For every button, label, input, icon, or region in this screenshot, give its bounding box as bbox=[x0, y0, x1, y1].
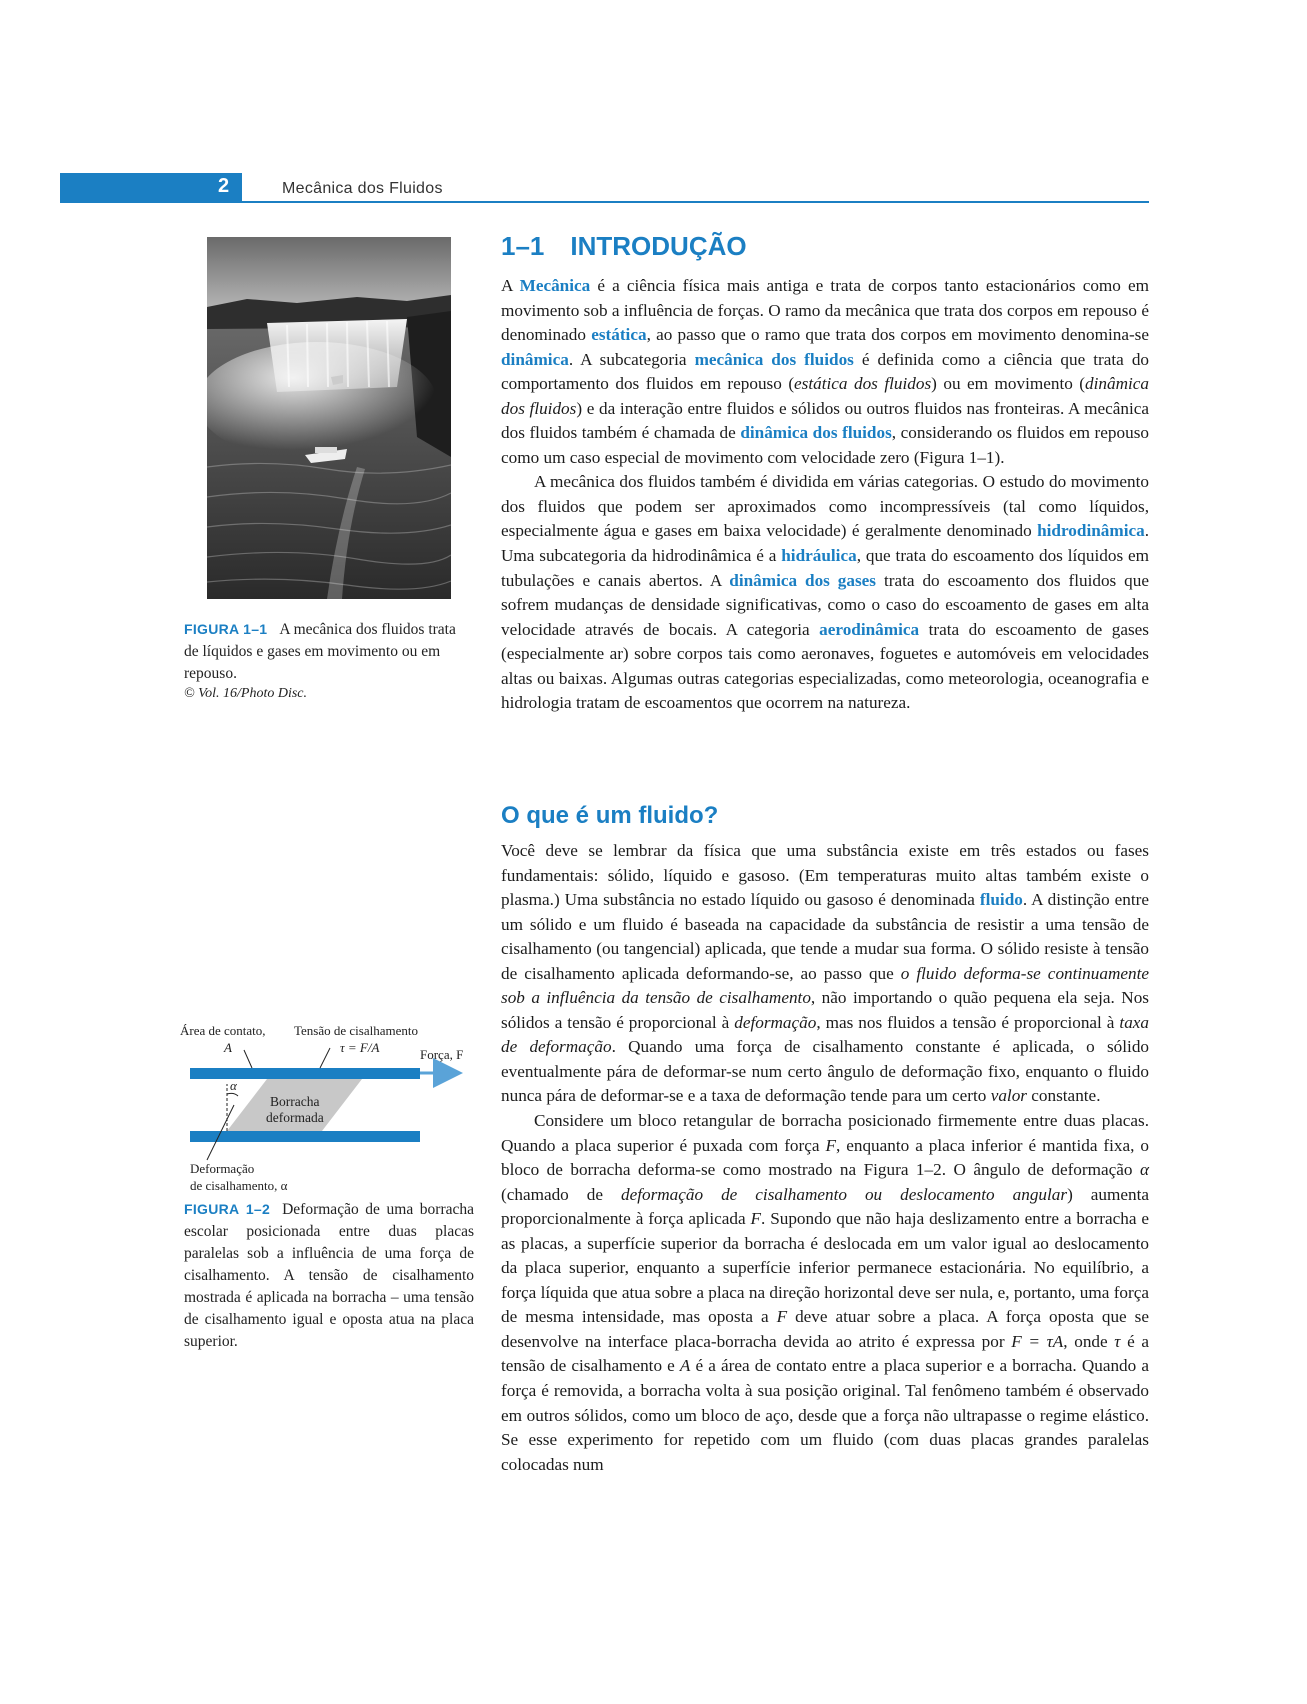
figure-1-2-caption bbox=[184, 1198, 474, 1353]
italic-term: dinâmica dos fluidos bbox=[501, 374, 1149, 418]
text-run: (chamado de bbox=[501, 1184, 621, 1204]
figure-1-1-caption-text: A mecânica dos fluidos trata de líquidos e gases em movimento ou em repouso. bbox=[184, 621, 456, 682]
text-run: ) ou em movimento ( bbox=[931, 374, 1086, 394]
header-bar bbox=[60, 173, 242, 203]
label-rubber: Borracha bbox=[270, 1094, 320, 1109]
section-heading bbox=[501, 231, 747, 262]
text-run: é definida como a ciência que trata do comportamento dos fluidos em repouso ( bbox=[501, 349, 1150, 394]
italic-term: deformação de cisalhamento ou deslocamento angular bbox=[620, 1184, 1068, 1204]
figure-1-1-label: FIGURA 1–1 bbox=[184, 621, 268, 637]
section-2-body bbox=[501, 839, 1149, 1477]
label-deformation: Deformação bbox=[190, 1161, 255, 1176]
text-run: , ao passo que o ramo que trata dos corpos em movimento denomina-se bbox=[646, 325, 1149, 345]
keyword: aerodinâmica bbox=[819, 619, 920, 639]
text-run: trata do escoamento dos fluidos que sofrem mudanças de densidade significativas, como o caso do escoamento de gases em alta velocidade através de bocais. A categoria bbox=[501, 570, 1149, 639]
keyword: fluido bbox=[979, 890, 1023, 910]
fluid-paragraph-2 bbox=[501, 1109, 1149, 1477]
text-run: . Quando uma força de cisalhamento constante é aplicada, o sólido eventualmente pára de deformar-se num certo ângulo de deformação fixo, enquanto o fluido nunca pára de deformar-se e a taxa de deformação tende para um certo bbox=[501, 1037, 1150, 1106]
text-run: é a área de contato entre a placa superior e a borracha. Quando a força é removida, a borracha volta à sua posição original. Tal fenômeno também é observado em outros sólidos, como um bloco de aço, desde que a força não ultrapasse o regime elástico. Se esse experimento for repetido com um fluido (com duas placas grandes paralelas colocadas num bbox=[501, 1356, 1149, 1474]
italic-term: valor bbox=[990, 1086, 1027, 1106]
alpha-arc bbox=[227, 1093, 238, 1096]
text-run: , enquanto a placa inferior é mantida fixa, o bloco de borracha deforma-se como mostrado na Figura 1–2. O ângulo de deformação bbox=[501, 1135, 1149, 1180]
label-shear-stress: Tensão de cisalhamento bbox=[294, 1023, 418, 1038]
subsection-heading: O que é um fluido? bbox=[501, 802, 719, 829]
lower-plate bbox=[190, 1131, 420, 1142]
italic-term: α bbox=[1139, 1160, 1149, 1180]
label-rubber-deformed: deformada bbox=[266, 1110, 324, 1125]
text-run: A bbox=[501, 276, 520, 295]
keyword: estática bbox=[591, 325, 647, 345]
text-run: Você deve se lembrar da física que uma substância existe em três estados ou fases fundamentais: sólido, líquido e gasoso. (Em temperaturas muito altas também existe o plasma.) Uma substância no estado líquido ou gasoso é denominada bbox=[501, 841, 1149, 910]
figure-1-1-caption bbox=[184, 618, 474, 685]
text-run: é a tensão de cisalhamento e bbox=[501, 1331, 1149, 1376]
waterfall-photo bbox=[207, 237, 451, 599]
text-run: , considerando os fluidos em repouso como um caso especial de movimento com velocidade zero (Figura 1–1). bbox=[501, 423, 1149, 467]
label-shear-stress-formula: τ = F/A bbox=[340, 1040, 380, 1055]
italic-term: τ bbox=[1114, 1331, 1121, 1351]
keyword: hidráulica bbox=[781, 546, 857, 566]
text-run: é a ciência física mais antiga e trata de corpos tanto estacionários como em movimento sob a influência de forças. O ramo da mecânica que trata dos corpos em repouso é denominado bbox=[501, 276, 1149, 345]
text-run: . A subcategoria bbox=[568, 349, 695, 369]
label-alpha: α bbox=[230, 1078, 237, 1093]
upper-plate bbox=[190, 1068, 420, 1079]
keyword: dinâmica dos gases bbox=[729, 570, 877, 590]
label-contact-area-symbol: A bbox=[224, 1040, 232, 1055]
figure-1-2-label: FIGURA 1–2 bbox=[184, 1201, 271, 1217]
keyword: hidrodinâmica bbox=[1037, 521, 1145, 541]
italic-term: taxa de deformação bbox=[501, 1012, 1150, 1057]
label-contact-area: Área de contato, bbox=[180, 1023, 266, 1038]
running-header-title: Mecânica dos Fluidos bbox=[282, 180, 443, 197]
text-run: , mas nos fluidos a tensão é proporcional à bbox=[816, 1012, 1120, 1032]
text-run: trata do escoamento de gases (especialmente ar) sobre corpos tais como aeronaves, foguetes e automóveis em velocidades altas ou baixas. Algumas outras categorias especializadas, como meteorologia, oceanografia e hidrologia tratam de escoamentos que ocorrem na natureza. bbox=[501, 619, 1149, 713]
section-1-body bbox=[501, 274, 1149, 716]
text-run: Considere um bloco retangular de borracha posicionado firmemente entre duas placas. Quando a placa superior é puxada com força bbox=[501, 1111, 1149, 1155]
text-run: , que trata do escoamento dos líquidos em tubulações e canais abertos. A bbox=[501, 546, 1149, 590]
keyword: dinâmica bbox=[501, 349, 569, 369]
label-deformation-shear: de cisalhamento, α bbox=[190, 1178, 288, 1193]
figure-1-2-caption-text: Deformação de uma borracha escolar posicionada entre duas placas paralelas sob a influência de uma força de cisalhamento. A tensão de cisalhamento mostrada é aplicada na borracha – uma tensão de cisalhamento igual e oposta atua na placa superior. bbox=[184, 1201, 474, 1350]
leader-contact-area bbox=[244, 1050, 252, 1068]
fluid-paragraph-1 bbox=[501, 839, 1149, 1109]
italic-term: F = τA bbox=[1011, 1331, 1064, 1351]
intro-paragraph-2 bbox=[501, 470, 1149, 715]
intro-paragraph-1 bbox=[501, 274, 1149, 470]
section-number: 1–1 bbox=[501, 231, 545, 261]
text-run: deve atuar sobre a placa. A força oposta que se desenvolve na interface placa-borracha devida ao atrito é expressa por bbox=[501, 1307, 1149, 1351]
keyword: dinâmica dos fluidos bbox=[740, 423, 892, 443]
text-run: . Uma subcategoria da hidrodinâmica é a bbox=[501, 521, 1149, 566]
keyword: mecânica dos fluidos bbox=[694, 349, 854, 369]
text-run: . A distinção entre um sólido e um fluido é baseada na capacidade da substância de resistir a uma tensão de cisalhamento (ou tangencial) aplicada, que tende a mudar sua forma. O sólido resiste à tensão de cisalhamento aplicada deformando-se, ao passo que bbox=[501, 890, 1149, 983]
keyword: Mecânica bbox=[519, 276, 591, 295]
label-force: Força, F bbox=[420, 1047, 464, 1062]
text-run: constante. bbox=[1026, 1086, 1101, 1106]
italic-term: estática dos fluidos bbox=[794, 374, 932, 394]
italic-term: deformação bbox=[734, 1012, 817, 1032]
shear-deformation-diagram bbox=[172, 1020, 482, 1200]
text-run: ) aumenta proporcionalmente à força aplicada bbox=[501, 1184, 1149, 1229]
text-run: , não importando o quão pequena ela seja. Nos sólidos a tensão é proporcional à bbox=[501, 988, 1149, 1032]
section-title: INTRODUÇÃO bbox=[570, 231, 747, 261]
italic-term: F bbox=[776, 1307, 788, 1327]
figure-1-1-credit: © Vol. 16/Photo Disc. bbox=[184, 686, 308, 701]
italic-term: F bbox=[825, 1135, 836, 1155]
text-run: . Supondo que não haja deslizamento entre a borracha e as placas, a superfície superior da borracha é deslocada em um valor igual ao deslocamento da placa superior, enquanto a superfície inferior permanece estacionária. No equilíbrio, a força líquida que atua sobre a placa na direção horizontal deve ser nula, e, portanto, uma força de mesma intensidade, mas oposta a bbox=[501, 1209, 1150, 1327]
page-number: 2 bbox=[218, 175, 230, 197]
text-run: ) e da interação entre fluidos e sólidos ou outros fluidos nas fronteiras. A mecânica dos fluidos também é chamada de bbox=[501, 398, 1150, 443]
italic-term: A bbox=[679, 1356, 691, 1376]
header-rule bbox=[242, 201, 1149, 203]
italic-term: o fluido deforma-se continuamente sob a influência da tensão de cisalhamento bbox=[501, 963, 1149, 1008]
leader-shear-stress bbox=[320, 1048, 330, 1068]
text-run: A mecânica dos fluidos também é dividida em várias categorias. O estudo do movimento dos fluidos que podem ser aproximados como incompressíveis (tal como líquidos, especialmente água e gases em baixa velocidade) é geralmente denominado bbox=[501, 472, 1149, 541]
italic-term: F bbox=[750, 1209, 762, 1229]
text-run: , onde bbox=[1063, 1331, 1115, 1351]
